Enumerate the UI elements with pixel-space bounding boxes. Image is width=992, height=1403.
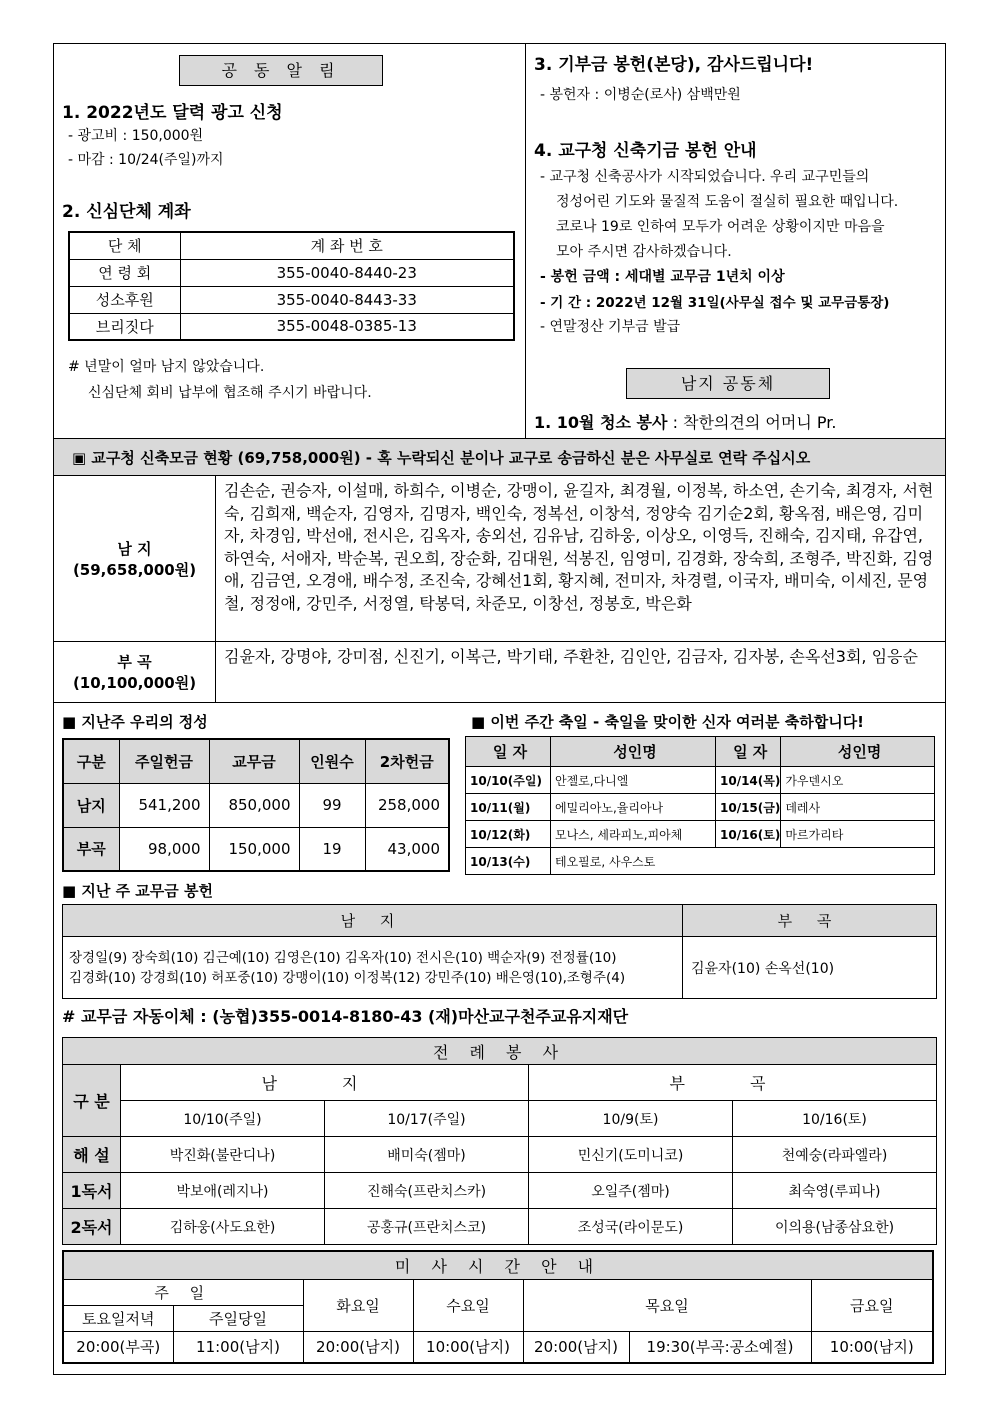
offering-header: 주일헌금 xyxy=(119,739,209,783)
church-due-namji-cell xyxy=(63,937,683,999)
service-person: 오일주(젬마) xyxy=(529,1173,733,1209)
service-gubun: 구 분 xyxy=(63,1065,121,1137)
account-number: 355-0048-0385-13 xyxy=(180,313,514,340)
building-fund-status-band: ▣ 교구청 신축모금 현황 (69,758,000원) - 혹 누락되신 분이나 교구로 송금하신 분은 사무실로 연락 주십시오 xyxy=(54,438,945,476)
table-row xyxy=(63,783,449,827)
service-role: 1독서 xyxy=(63,1173,121,1209)
feast-header: 일 자 xyxy=(466,737,551,767)
church-due: 850,000 xyxy=(209,783,299,827)
church-due-bugok-list: 김윤자(10) 손옥선(10) xyxy=(683,937,937,999)
feast-header: 성인명 xyxy=(551,737,716,767)
service-role: 해 설 xyxy=(63,1137,121,1173)
bugok-donor-names: 김윤자, 강명야, 강미점, 신진기, 이복근, 박기태, 주환찬, 김인안, 김금자, 김자봉, 손옥선3회, 임응순 xyxy=(224,647,918,666)
bugok-amount: (10,100,000원) xyxy=(72,674,197,692)
year-end-note: # 년말이 얼마 남지 않았습니다. xyxy=(68,359,265,375)
mass-sun-header: 주일당일 xyxy=(173,1305,303,1331)
service-person: 박보애(레지나) xyxy=(121,1173,325,1209)
saint-name: 에밀리아노,율리아나 xyxy=(551,794,716,821)
church-due-namji-line: 김경화(10) 강경희(10) 허포중(10) 강맹이(10) 이정복(12) 강민주(10) 배은영(10),조형주(4) xyxy=(69,969,626,986)
liturgy-service-table xyxy=(62,1037,937,1245)
feast-date: 10/16(토) xyxy=(716,821,781,848)
table-row xyxy=(63,1137,937,1173)
mass-time: 10:00(남지) xyxy=(811,1331,933,1363)
service-date: 10/17(주일) xyxy=(325,1101,529,1137)
mass-sat-header: 토요일저녁 xyxy=(63,1305,173,1331)
account-number: 355-0040-8440-23 xyxy=(180,259,514,286)
church-due-table xyxy=(62,904,937,999)
service-date: 10/9(토) xyxy=(529,1101,733,1137)
feast-header: 성인명 xyxy=(781,737,935,767)
table-row xyxy=(63,1209,937,1245)
ad-deadline: - 마감 : 10/24(주일)까지 xyxy=(68,152,224,168)
feast-title: ■ 이번 주간 축일 - 축일을 맞이한 신자 여러분 축하합니다! xyxy=(471,713,865,731)
bugok-donor-label xyxy=(54,642,216,702)
saint-name: 테오필로, 사우스토 xyxy=(551,848,935,875)
table-row xyxy=(63,1173,937,1209)
church-due-namji-header: 남 지 xyxy=(63,905,683,937)
feast-date: 10/15(금) xyxy=(716,794,781,821)
tax-receipt-note: - 연말정산 기부금 발급 xyxy=(540,319,681,335)
sunday-offering: 541,200 xyxy=(119,783,209,827)
service-namji: 남 지 xyxy=(121,1065,529,1101)
mass-time: 20:00(남지) xyxy=(303,1331,413,1363)
offering-header: 구분 xyxy=(63,739,119,783)
table-row xyxy=(466,821,935,848)
table-row xyxy=(466,848,935,875)
offering-header: 인원수 xyxy=(299,739,365,783)
offering-table xyxy=(62,738,450,872)
ad-fee: - 광고비 : 150,000원 xyxy=(68,128,204,144)
service-person: 최숙영(루피나) xyxy=(733,1173,937,1209)
bugok-donors xyxy=(54,642,945,703)
service-bugok: 부 곡 xyxy=(529,1065,937,1101)
service-person: 공홍규(프란치스코) xyxy=(325,1209,529,1245)
building-fund-text-1: - 교구청 신축공사가 시작되었습니다. 우리 교구민들의 xyxy=(540,169,870,185)
namji-community-title: 남지 공동체 xyxy=(626,368,830,399)
building-fund-heading: 4. 교구청 신축기금 봉헌 안내 xyxy=(534,141,757,161)
attendance: 99 xyxy=(299,783,365,827)
common-notice-title: 공 동 알 림 xyxy=(179,55,383,86)
mass-time: 20:00(부곡) xyxy=(63,1331,173,1363)
table-row xyxy=(466,794,935,821)
bulletin-page xyxy=(53,43,946,1375)
table-row xyxy=(69,259,514,286)
service-date: 10/10(주일) xyxy=(121,1101,325,1137)
service-person: 배미숙(젬마) xyxy=(325,1137,529,1173)
saint-name: 가우덴시오 xyxy=(781,767,935,794)
service-date: 10/16(토) xyxy=(733,1101,937,1137)
saint-name: 데레사 xyxy=(781,794,935,821)
table-row xyxy=(466,767,935,794)
service-person: 박진화(불란디나) xyxy=(121,1137,325,1173)
attendance: 19 xyxy=(299,827,365,871)
table-row xyxy=(63,827,449,871)
account-header-group: 단 체 xyxy=(69,232,180,259)
namji-donor-names: 김손순, 권승자, 이설매, 하희수, 이병순, 강맹이, 윤길자, 최경월, 이정복, 하소연, 손기숙, 최경자, 서현숙, 김희재, 백순자, 김영자, 김명자, 백인숙, 정복선, 이창석, 정양숙 김기순2회, 황옥점, 배은영, 김미자, 차경임, 박선애, 전시은, 김옥자, 송외선, 김유남, 김하웅, 이상오, 이영득, 진해숙, 김지태, 유갑연, 하연숙, 서애자, 박순복, 권오희, 장순화, 김대원, 석봉진, 임영미, 김경화, 장숙희, 조형주, 박진화, 김영애, 김금연, 오경애, 배수정, 조진숙, 강혜선1회, 황지혜, 전미자, 차경렬, 이국자, 배미숙, 이세진, 문영철, 정정애, 강민주, 서정열, 탁봉덕, 차준모, 이창선, 정봉호, 박은화 xyxy=(224,481,934,613)
account-group: 연 령 회 xyxy=(69,259,180,286)
donation-thanks-heading: 3. 기부금 봉헌(본당), 감사드립니다! xyxy=(534,55,814,75)
mass-time: 10:00(남지) xyxy=(413,1331,523,1363)
sunday-offering: 98,000 xyxy=(119,827,209,871)
saint-name: 모나스, 세라피노,피아체 xyxy=(551,821,716,848)
service-person: 민신기(도미니코) xyxy=(529,1137,733,1173)
building-fund-text-3: 코로나 19로 인하여 모두가 어려운 상황이지만 마음을 xyxy=(556,219,885,235)
service-person: 조성국(라이문도) xyxy=(529,1209,733,1245)
building-fund-text-4: 모아 주시면 감사하겠습니다. xyxy=(556,244,732,260)
cleaning-team: : 착한의견의 어머니 Pr. xyxy=(672,413,837,432)
building-fund-period: - 기 간 : 2022년 12월 31일(사무실 접수 및 교무금통장) xyxy=(540,295,890,311)
saint-name: 안젤로,다니엘 xyxy=(551,767,716,794)
service-person: 이의용(남종삼요한) xyxy=(733,1209,937,1245)
table-row xyxy=(69,313,514,340)
auto-transfer-note: # 교무금 자동이체 : (농협)355-0014-8180-43 (재)마산교구천주교유지재단 xyxy=(62,1007,629,1026)
mass-time-table xyxy=(62,1250,934,1364)
calendar-ad-heading: 1. 2022년도 달력 광고 신청 xyxy=(62,103,283,123)
second-offering: 258,000 xyxy=(365,783,449,827)
service-person: 진해숙(프란치스카) xyxy=(325,1173,529,1209)
feast-date: 10/11(월) xyxy=(466,794,551,821)
account-table xyxy=(68,231,515,341)
service-title: 전 례 봉 사 xyxy=(63,1038,937,1065)
mass-sunday-header: 주 일 xyxy=(63,1279,303,1305)
offering-header: 2차헌금 xyxy=(365,739,449,783)
table-row xyxy=(69,286,514,313)
mass-fri-header: 금요일 xyxy=(811,1279,933,1331)
offering-row-label: 부곡 xyxy=(63,827,119,871)
feast-date: 10/10(주일) xyxy=(466,767,551,794)
feast-date: 10/12(화) xyxy=(466,821,551,848)
cleaning-label: 1. 10월 청소 봉사 xyxy=(534,413,668,432)
dues-request: 신심단체 회비 납부에 협조해 주시기 바랍니다. xyxy=(88,385,372,401)
mass-time: 19:30(부곡:공소예절) xyxy=(629,1331,811,1363)
account-heading: 2. 신심단체 계좌 xyxy=(62,202,191,222)
mass-time: 20:00(남지) xyxy=(523,1331,629,1363)
building-fund-text-2: 정성어린 기도와 물질적 도움이 절실히 필요한 때입니다. xyxy=(556,194,899,210)
mass-time: 11:00(남지) xyxy=(173,1331,303,1363)
account-group: 성소후원 xyxy=(69,286,180,313)
account-group: 브리짓다 xyxy=(69,313,180,340)
offering-header: 교무금 xyxy=(209,739,299,783)
offering-row-label: 남지 xyxy=(63,783,119,827)
second-offering: 43,000 xyxy=(365,827,449,871)
church-due-title: ■ 지난 주 교무금 봉헌 xyxy=(62,882,213,900)
mass-tue-header: 화요일 xyxy=(303,1279,413,1331)
church-due-namji-line: 장경일(9) 장숙희(10) 김근예(10) 김영은(10) 김옥자(10) 전시은(10) 백순자(9) 전정률(10) xyxy=(69,949,617,966)
service-role: 2독서 xyxy=(63,1209,121,1245)
service-person: 김하웅(사도요한) xyxy=(121,1209,325,1245)
church-due-bugok-header: 부 곡 xyxy=(683,905,937,937)
common-notice-column xyxy=(54,44,526,438)
namji-amount: (59,658,000원) xyxy=(72,560,197,579)
mass-wed-header: 수요일 xyxy=(413,1279,523,1331)
saint-name: 마르가리타 xyxy=(781,821,935,848)
namji-donor-label xyxy=(54,476,216,641)
donor-line: - 봉헌자 : 이병순(로사) 삼백만원 xyxy=(540,87,741,103)
building-fund-amount: - 봉헌 금액 : 세대별 교무금 1년치 이상 xyxy=(540,269,785,285)
notice-section xyxy=(54,44,945,438)
offering-title: ■ 지난주 우리의 정성 xyxy=(62,713,208,731)
right-notice-column xyxy=(526,44,945,438)
feast-header: 일 자 xyxy=(716,737,781,767)
namji-donors xyxy=(54,476,945,642)
bugok-label: 부 곡 xyxy=(117,653,152,671)
feast-date: 10/13(수) xyxy=(466,848,551,875)
account-number: 355-0040-8443-33 xyxy=(180,286,514,313)
feast-date: 10/14(목) xyxy=(716,767,781,794)
namji-label: 남 지 xyxy=(117,539,152,558)
mass-thu-header: 목요일 xyxy=(523,1279,811,1331)
account-header-number: 계 좌 번 호 xyxy=(180,232,514,259)
mass-title: 미 사 시 간 안 내 xyxy=(63,1251,933,1279)
feast-table xyxy=(465,736,935,875)
table-row xyxy=(63,1331,933,1363)
service-person: 천예숭(라파엘라) xyxy=(733,1137,937,1173)
church-due: 150,000 xyxy=(209,827,299,871)
